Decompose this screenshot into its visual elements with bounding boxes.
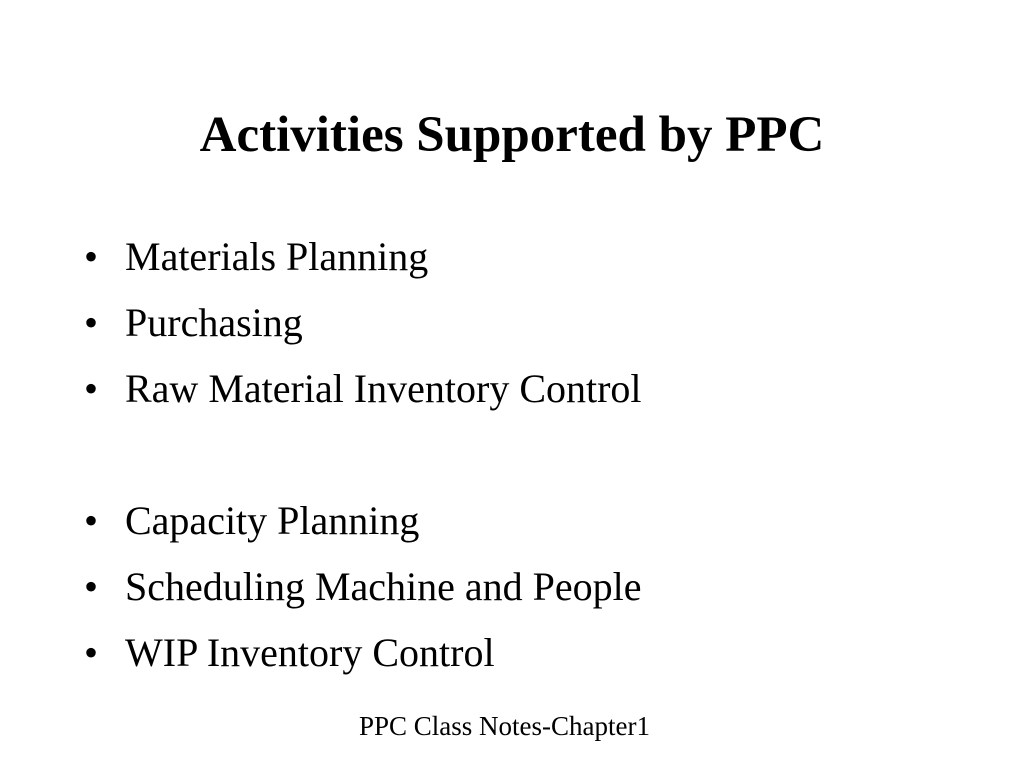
bullet-icon: • bbox=[84, 234, 99, 279]
bullet-item bbox=[84, 629, 495, 677]
bullet-icon: • bbox=[84, 498, 99, 543]
slide-footer: PPC Class Notes-Chapter1 bbox=[359, 711, 651, 741]
bullet-item bbox=[84, 497, 419, 545]
bullet-text: Raw Material Inventory Control bbox=[125, 366, 642, 411]
bullet-icon: • bbox=[84, 300, 99, 345]
bullet-item bbox=[84, 233, 428, 281]
bullet-icon: • bbox=[84, 630, 99, 675]
bullet-text: Capacity Planning bbox=[125, 498, 420, 543]
bullet-item bbox=[84, 365, 642, 413]
slide-title: Activities Supported by PPC bbox=[199, 107, 825, 163]
bullet-text: Scheduling Machine and People bbox=[125, 564, 642, 609]
bullet-text: Materials Planning bbox=[125, 234, 429, 279]
bullet-icon: • bbox=[84, 564, 99, 609]
bullet-text: Purchasing bbox=[125, 300, 303, 345]
bullet-item bbox=[84, 563, 642, 611]
bullet-text: WIP Inventory Control bbox=[125, 630, 495, 675]
bullet-icon: • bbox=[84, 366, 99, 411]
bullet-item bbox=[84, 299, 303, 347]
